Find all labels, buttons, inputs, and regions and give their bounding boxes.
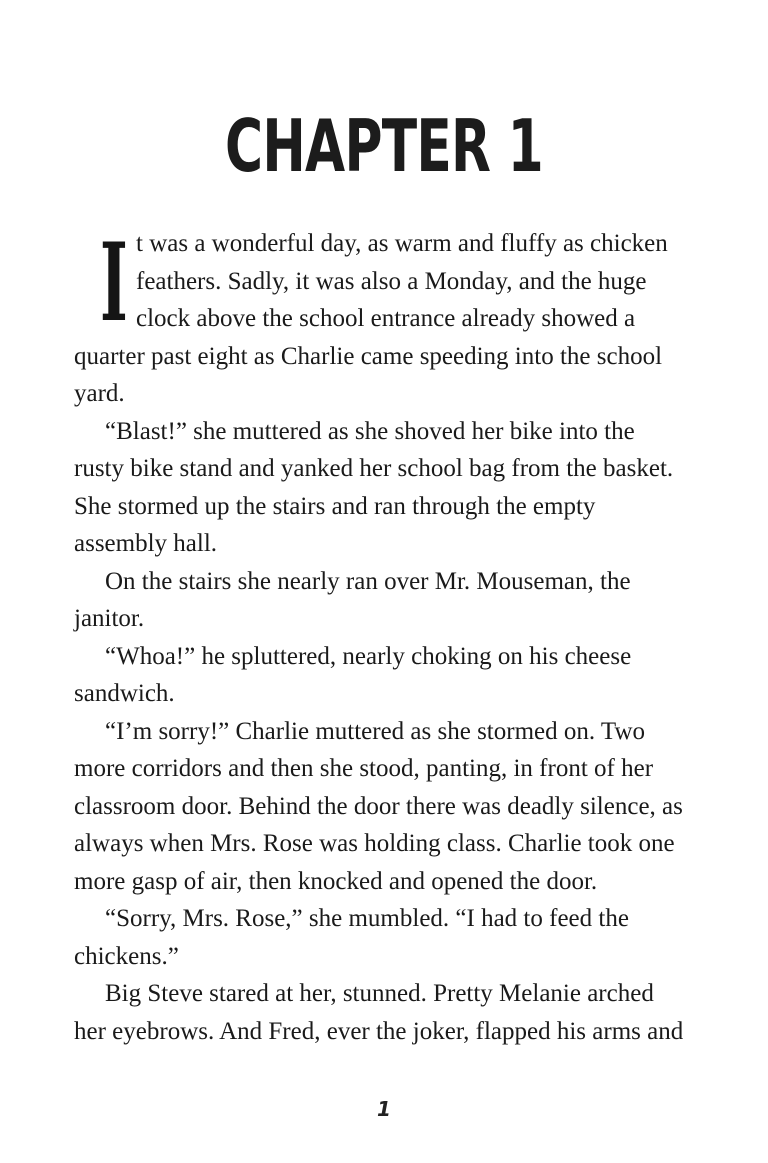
paragraph: “Sorry, Mrs. Rose,” she mumbled. “I had to feed the chickens.” xyxy=(74,905,629,970)
chapter-title: CHAPTER 1 xyxy=(225,104,543,189)
paragraph: On the stairs she nearly ran over Mr. Mouseman, the janitor. xyxy=(74,567,631,632)
drop-cap: I xyxy=(100,220,128,346)
page-number: 1 xyxy=(377,1097,391,1121)
paragraph: “Whoa!” he spluttered, nearly choking on his cheese sandwich. xyxy=(74,642,632,707)
paragraph: Big Steve stared at her, stunned. Pretty Melanie arched her eyebrows. And Fred, ever the joker, flapped his arms and xyxy=(74,980,684,1045)
paragraph: “Blast!” she muttered as she shoved her bike into the rusty bike stand and yanked her school bag from the basket. She stormed up the stairs and ran through the empty assembly hall. xyxy=(74,417,674,557)
body-text xyxy=(74,220,690,1050)
paragraph: “I’m sorry!” Charlie muttered as she stormed on. Two more corridors and then she stood, panting, in front of her classroom door. Behind the door there was deadly silence, as always when Mrs. Rose was holding class. Charlie took one more gasp of air, then knocked and opened the door. xyxy=(74,717,683,895)
paragraph xyxy=(74,220,690,413)
paragraph-text: t was a wonderful day, as warm and fluffy as chicken feathers. Sadly, it was also a Monday, and the huge clock above the school entrance already showed a quarter past eight as Charlie came speeding into the school yard. xyxy=(74,230,668,407)
